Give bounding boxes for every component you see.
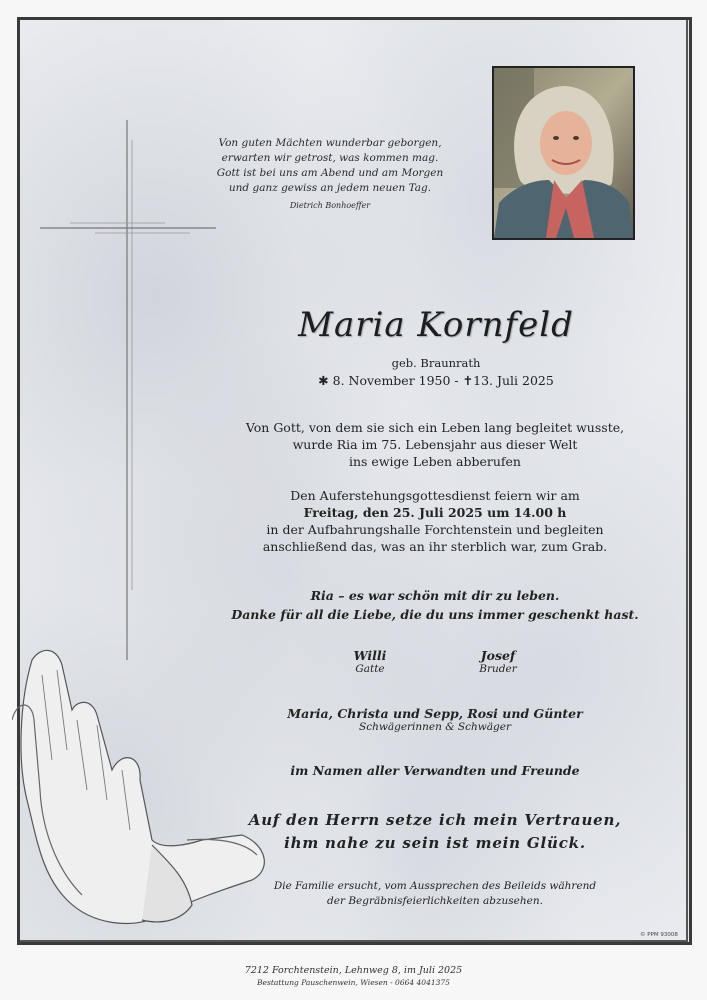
- footer-address: 7212 Forchtenstein, Lehnweg 8, im Juli 2025: [244, 965, 463, 976]
- service-date: Freitag, den 25. Juli 2025 um 14.00 h: [303, 505, 567, 520]
- announcement-line: ins ewige Leben abberufen: [349, 454, 521, 469]
- mourner-name: Josef: [480, 648, 516, 663]
- mourner-relation: Gatte: [355, 663, 385, 675]
- verse-line: und ganz gewiss an jedem neuen Tag.: [228, 182, 432, 194]
- announcement-line: wurde Ria im 75. Lebensjahr aus dieser Welt: [292, 437, 578, 452]
- farewell-line: Ria – es war schön mit dir zu leben.: [310, 588, 560, 603]
- motto: [225, 809, 645, 855]
- announcement-text: [225, 419, 645, 470]
- mourner-name: Willi: [353, 648, 387, 663]
- in-laws: [225, 706, 645, 733]
- maiden-name: geb. Braunrath: [391, 356, 481, 370]
- service-line: Den Auferstehungsgottesdienst feiern wir am: [290, 488, 580, 503]
- copyright-mark: © PPM 93008: [640, 932, 678, 938]
- death-cross-icon: ✝: [462, 373, 474, 388]
- birth-star-icon: ✱: [318, 373, 329, 388]
- footer: [0, 965, 707, 989]
- announcement-line: Von Gott, von dem sie sich ein Leben lang begleitet wusste,: [245, 420, 625, 435]
- deceased-name: Maria Kornfeld: [298, 305, 574, 345]
- motto-line: Auf den Herrn setze ich mein Vertrauen,: [248, 811, 622, 829]
- motto-line: ihm nahe zu sein ist mein Glück.: [284, 834, 586, 852]
- death-date: 13. Juli 2025: [473, 373, 554, 388]
- service-info: [225, 487, 645, 555]
- life-dates: [250, 373, 622, 388]
- praying-hands-icon: [12, 640, 272, 940]
- footer-funeral-home: Bestattung Pauschenwein, Wiesen - 0664 4041375: [257, 978, 450, 987]
- farewell-line: Danke für all die Liebe, die du uns immer geschenkt hast.: [231, 607, 639, 622]
- verse-line: erwarten wir getrost, was kommen mag.: [221, 152, 439, 164]
- verse-line: Von guten Mächten wunderbar geborgen,: [218, 137, 442, 149]
- portrait-photo: [492, 66, 635, 240]
- verse-line: Gott ist bei uns am Abend und am Morgen: [216, 167, 444, 179]
- relatives-line: im Namen aller Verwandten und Freunde: [290, 763, 580, 778]
- in-laws-relation: Schwägerinnen & Schwäger: [359, 721, 511, 733]
- notice-line: der Begräbnisfeierlichkeiten abzusehen.: [327, 895, 543, 907]
- cross-icon: [40, 120, 220, 660]
- mourner: [468, 648, 528, 675]
- mourner-relation: Bruder: [479, 663, 517, 675]
- mourner: [340, 648, 400, 675]
- birth-date: 8. November 1950 -: [332, 373, 459, 388]
- verse-author: Dietrich Bonhoeffer: [289, 201, 371, 210]
- portrait-image: [494, 68, 633, 238]
- bible-verse: [200, 136, 460, 213]
- condolence-notice: [225, 879, 645, 909]
- notice-line: Die Familie ersucht, vom Aussprechen des Beileids während: [273, 880, 597, 892]
- service-line: in der Aufbahrungshalle Forchtenstein und begleiten: [266, 522, 604, 537]
- farewell-message: [225, 586, 645, 624]
- in-laws-names: Maria, Christa und Sepp, Rosi und Günter: [287, 706, 583, 721]
- service-line: anschließend das, was an ihr sterblich war, zum Grab.: [262, 539, 608, 554]
